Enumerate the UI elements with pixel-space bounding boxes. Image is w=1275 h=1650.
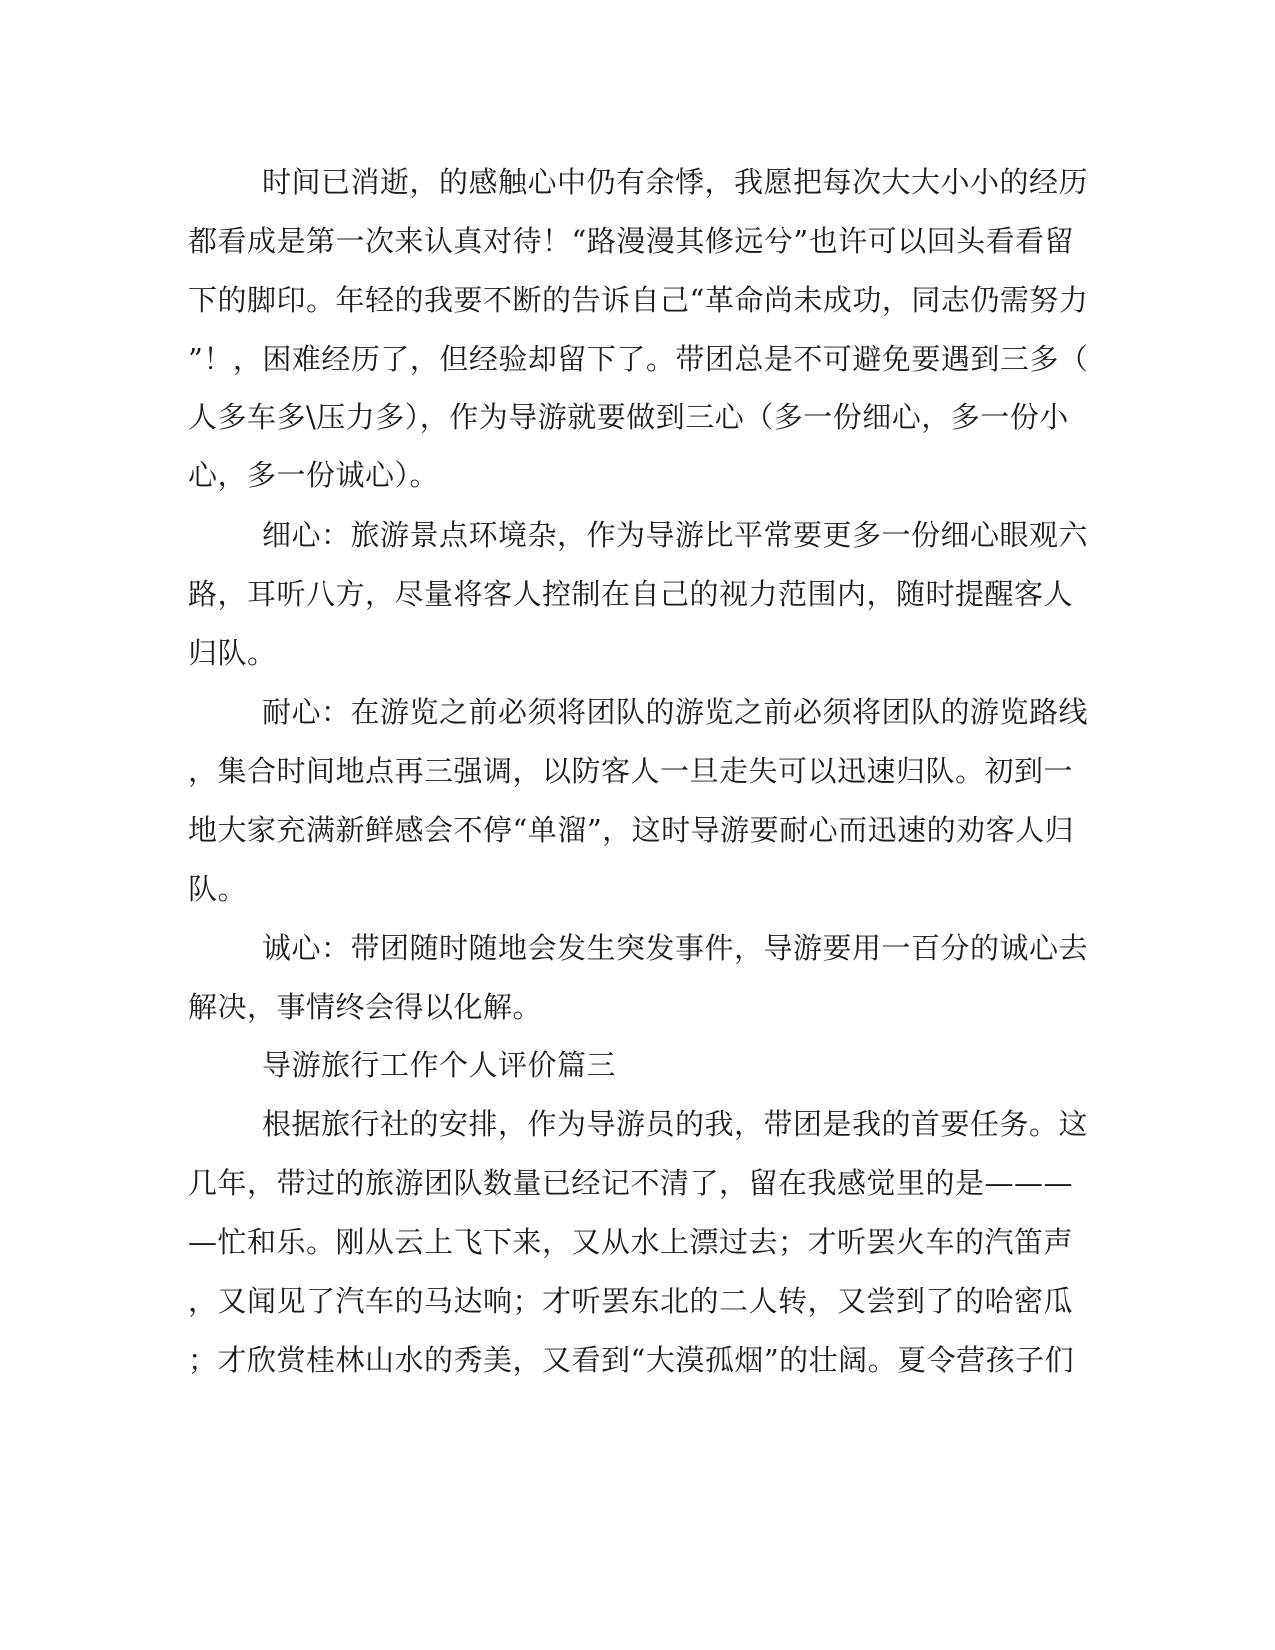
text-line: 地大家充满新鲜感会不停“单溜”，这时导游要耐心而迅速的劝客人归 <box>188 813 1075 847</box>
text-line: 归队。 <box>188 636 277 670</box>
text-line: 路，耳听八方，尽量将客人控制在自己的视力范围内，随时提醒客人 <box>188 577 1074 611</box>
text-line: ，集合时间地点再三强调，以防客人一旦走失可以迅速归队。初到一 <box>188 754 1074 788</box>
text-line: ，又闻见了汽车的马达响；才听罢东北的二人转，又尝到了的哈密瓜 <box>188 1284 1074 1318</box>
text-line: 几年，带过的旅游团队数量已经记不清了，留在我感觉里的是——— <box>188 1166 1074 1200</box>
text-line: 队。 <box>188 872 248 906</box>
text-line: 耐心：在游览之前必须将团队的游览之前必须将团队的游览路线 <box>262 695 1089 729</box>
text-line: 根据旅行社的安排，作为导游员的我，带团是我的首要任务。这 <box>262 1107 1089 1141</box>
text-line: 诚心：带团随时随地会发生突发事件，导游要用一百分的诚心去 <box>262 931 1089 965</box>
text-line: —忙和乐。刚从云上飞下来，又从水上漂过去；才听罢火车的汽笛声 <box>188 1225 1074 1259</box>
text-line: 心，多一份诚心）。 <box>188 458 440 492</box>
text-line: ”！，困难经历了，但经验却留下了。带团总是不可避免要遇到三多（ <box>188 342 1089 376</box>
text-line: 下的脚印。年轻的我要不断的告诉自己“革命尚未成功，同志仍需努力 <box>188 283 1089 317</box>
section-heading: 导游旅行工作个人评价篇三 <box>262 1048 617 1082</box>
text-line: 时间已消逝，的感触心中仍有余悸，我愿把每次大大小小的经历 <box>262 165 1089 199</box>
text-line: 人多车多\压力多），作为导游就要做到三心（多一份细心，多一份小 <box>188 400 1069 434</box>
text-line: 细心：旅游景点环境杂，作为导游比平常要更多一份细心眼观六 <box>262 518 1089 552</box>
text-line: 解决，事情终会得以化解。 <box>188 990 543 1024</box>
text-line: ；才欣赏桂林山水的秀美，又看到“大漠孤烟”的壮阔。夏令营孩子们 <box>188 1343 1075 1377</box>
text-line: 都看成是第一次来认真对待！“路漫漫其修远兮”也许可以回头看看留 <box>188 224 1075 258</box>
